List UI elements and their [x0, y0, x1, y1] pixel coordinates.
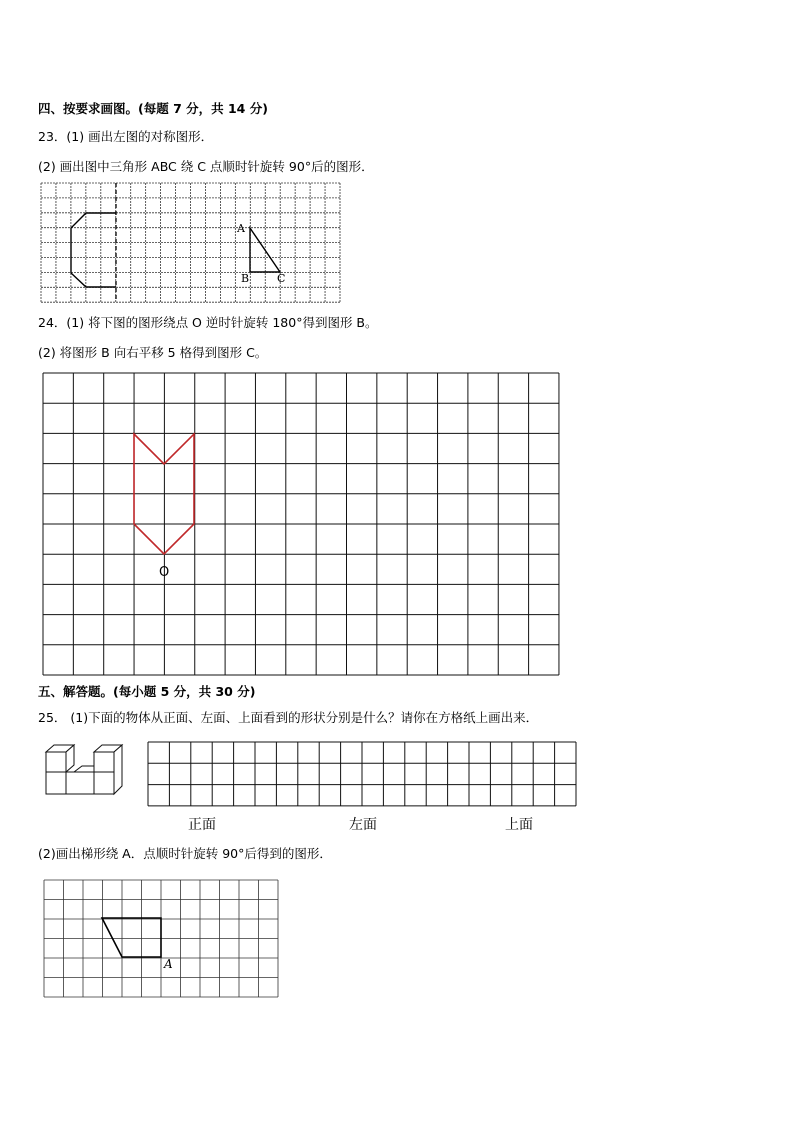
question-23-part-2: (2) 画出图中三角形 ABC 绕 C 点顺时针旋转 90°后的图形．	[38, 159, 374, 174]
question-23-part-1: 23．(1) 画出左图的对称图形．	[38, 129, 214, 144]
point-c-label: C	[277, 272, 286, 285]
question-24-part-1: 24．(1) 将下图的图形绕点 O 逆时针旋转 180°得到图形 B。	[38, 315, 378, 330]
point-a-label: A	[237, 222, 245, 235]
point-b-label: B	[241, 272, 250, 285]
view-top-label: 上面	[505, 817, 533, 833]
trapezoid-point-a-label: A	[164, 957, 173, 971]
question-25-part-2: (2)画出梯形绕 A．点顺时针旋转 90°后得到的图形．	[38, 846, 332, 861]
point-o-label: O	[159, 565, 170, 580]
section-4-heading: 四、按要求画图。(每题 7 分，共 14 分)	[38, 101, 268, 116]
question-24-part-2: (2) 将图形 B 向右平移 5 格得到图形 C。	[38, 345, 268, 360]
view-front-label: 正面	[188, 817, 216, 833]
question-25-part-1: 25． (1)下面的物体从正面、左面、上面看到的形状分别是什么？请你在方格纸上画出来．	[38, 710, 539, 725]
section-5-heading: 五、解答题。(每小题 5 分，共 30 分)	[38, 684, 256, 699]
view-left-label: 左面	[349, 817, 377, 833]
